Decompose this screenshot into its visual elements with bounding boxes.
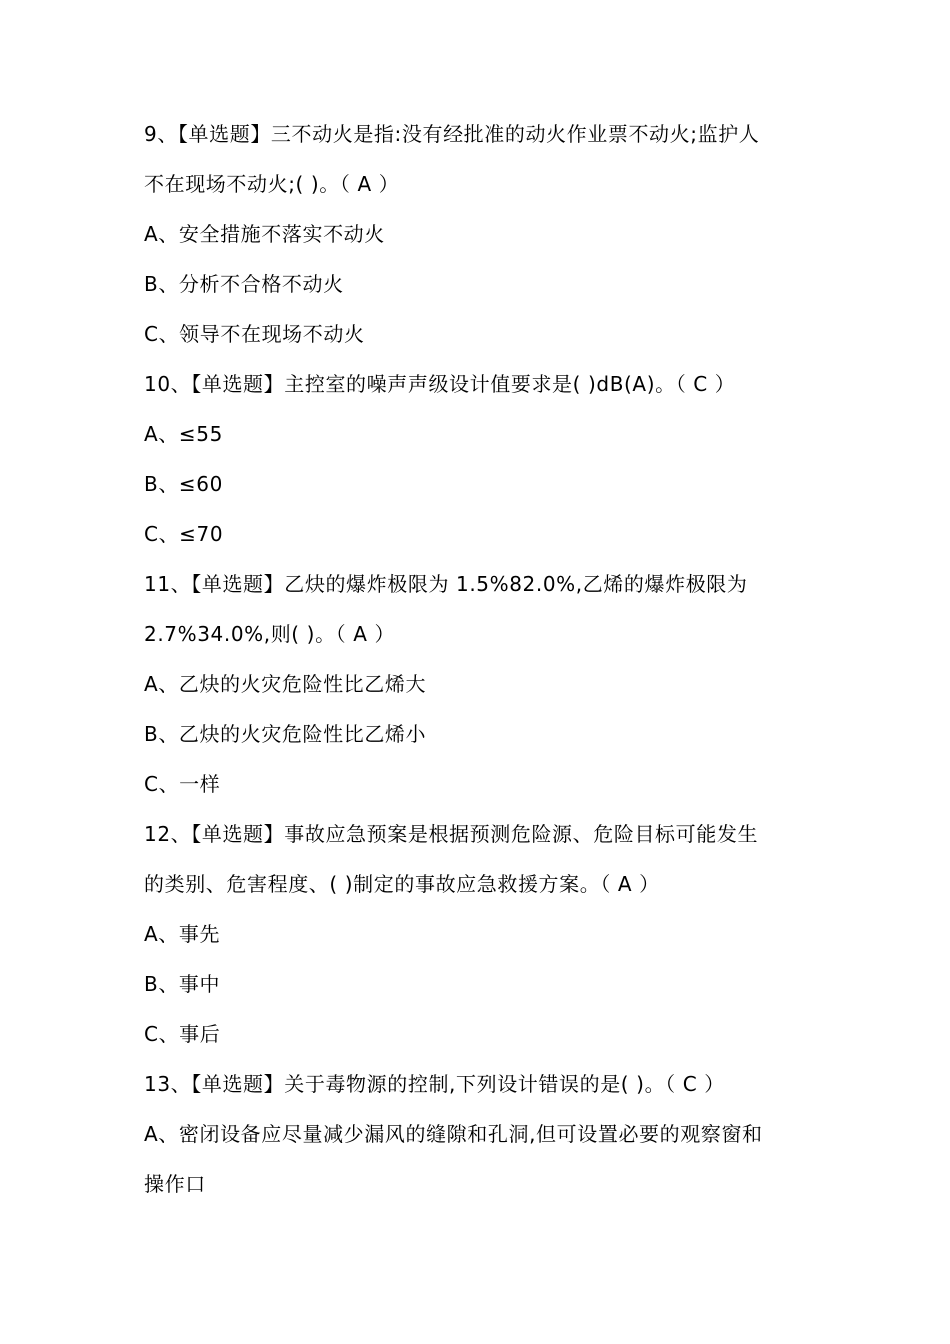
question-13-option-a-line-1: A、密闭设备应尽量减少漏风的缝隙和孔洞,但可设置必要的观察窗和 [144,1122,763,1146]
question-10-option-b: B、≤60 [144,472,223,496]
question-9-stem-line-1: 9、【单选题】三不动火是指:没有经批准的动火作业票不动火;监护人 [144,122,760,146]
question-12-option-b: B、事中 [144,972,221,996]
question-9-option-c: C、领导不在现场不动火 [144,322,365,346]
question-13-stem-line-1: 13、【单选题】关于毒物源的控制,下列设计错误的是( )。（ C ） [144,1072,725,1096]
question-9-option-a: A、安全措施不落实不动火 [144,222,385,246]
question-13-option-a-line-2: 操作口 [144,1172,206,1196]
question-10-stem-line-1: 10、【单选题】主控室的噪声声级设计值要求是( )dB(A)。（ C ） [144,372,736,396]
question-10-option-a: A、≤55 [144,422,223,446]
question-10-option-c: C、≤70 [144,522,224,546]
question-11-option-a: A、乙炔的火灾危险性比乙烯大 [144,672,427,696]
question-11-stem-line-1: 11、【单选题】乙炔的爆炸极限为 1.5%82.0%,乙烯的爆炸极限为 [144,572,748,596]
question-9-option-b: B、分析不合格不动火 [144,272,344,296]
question-12-option-c: C、事后 [144,1022,221,1046]
question-9-stem-line-2: 不在现场不动火;( )。（ A ） [144,172,400,196]
question-11-option-b: B、乙炔的火灾危险性比乙烯小 [144,722,427,746]
question-11-stem-line-2: 2.7%34.0%,则( )。（ A ） [144,622,396,646]
question-12-stem-line-1: 12、【单选题】事故应急预案是根据预测危险源、危险目标可能发生 [144,822,759,846]
question-12-option-a: A、事先 [144,922,221,946]
question-12-stem-line-2: 的类别、危害程度、( )制定的事故应急救援方案。（ A ） [144,872,660,896]
question-11-option-c: C、一样 [144,772,221,796]
